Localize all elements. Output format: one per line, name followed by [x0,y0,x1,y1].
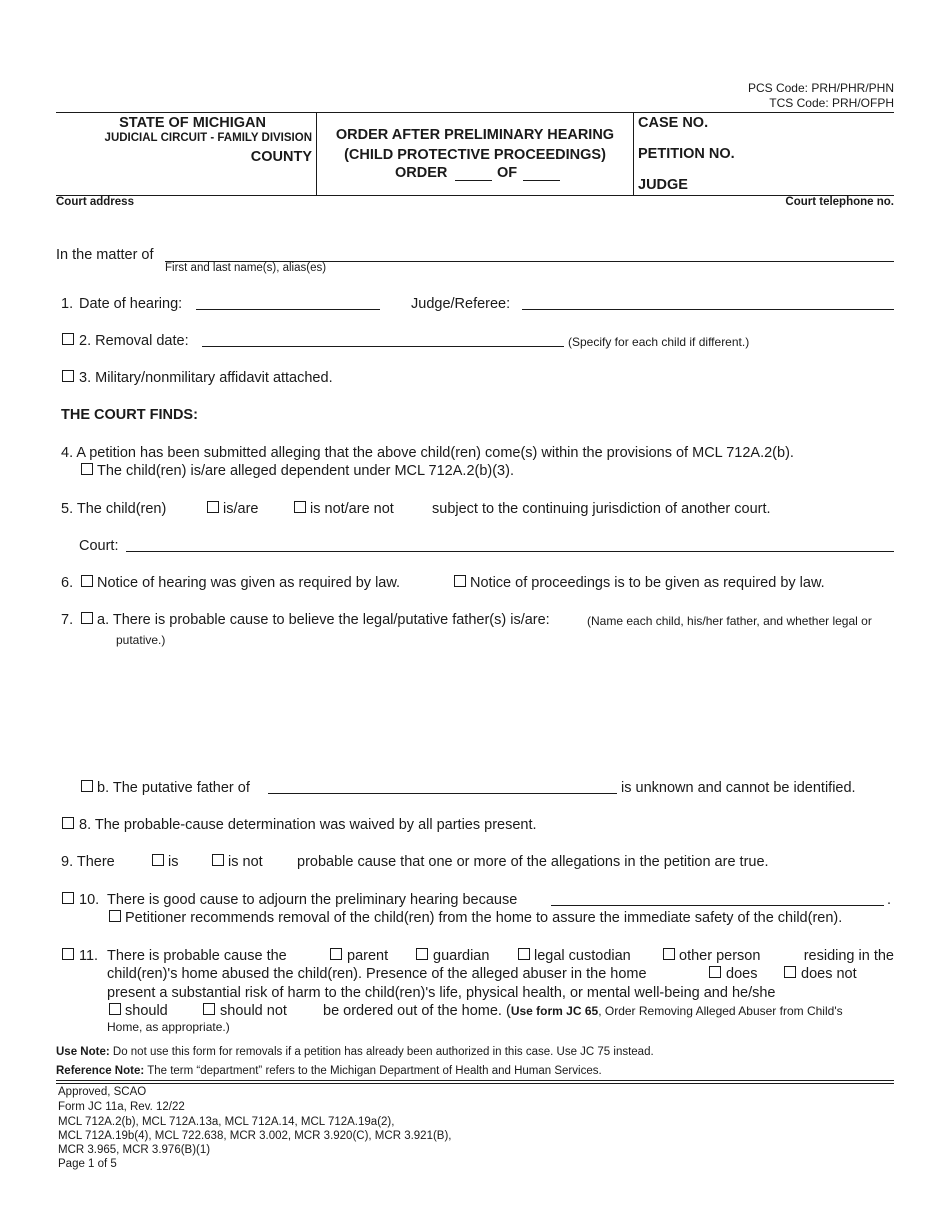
use-note [56,1046,654,1058]
removal-date-checkbox[interactable] [62,333,74,345]
risk-doesnot-label: does not [801,966,857,982]
court-telephone-label: Court telephone no. [785,196,894,208]
abuser-checkbox[interactable] [62,948,74,960]
court-field[interactable] [126,551,894,552]
abuser-label: There is probable cause the [107,948,287,964]
abuser-guardian-checkbox[interactable] [416,948,428,960]
should-label: should [125,1003,168,1019]
county-label: COUNTY [250,149,312,165]
jurisdiction-isnot-checkbox[interactable] [294,501,306,513]
probable-cause-tail: probable cause that one or more of the allegations in the petition are true. [297,854,769,870]
item11-number: 11. [79,948,99,964]
adjourn-label: There is good cause to adjourn the preliminary hearing because [107,892,518,908]
abuser-line3: present a substantial risk of harm to the child(ren)'s life, physical health, or mental well-being and he/she [107,985,776,1001]
risk-doesnot-checkbox[interactable] [784,966,796,978]
of-label: OF [497,165,518,181]
waived-label: 8. The probable-cause determination was waived by all parties present. [79,817,537,833]
probable-cause-father-note: (Name each child, his/her father, and whether legal or [587,614,872,628]
putative-father-child-field[interactable] [268,793,617,794]
use-form-tail: , Order Removing Alleged Abuser from Child's [598,1004,843,1018]
matter-sublabel: First and last name(s), alias(es) [165,262,327,274]
abuser-other-label: other person [679,948,761,964]
adjourn-period: . [887,892,892,908]
circuit-label: JUDICIAL CIRCUIT - FAMILY DIVISION [104,132,312,144]
abuser-line2: child(ren)'s home abused the child(ren). Presence of the alleged abuser in the home [107,966,647,982]
abuser-parent-label: parent [347,948,389,964]
tcs-code: TCS Code: PRH/OFPH [769,96,894,110]
footer-citations-3: MCR 3.965, MCR 3.976(B)(1) [58,1144,211,1156]
removal-date-field[interactable] [202,346,564,347]
use-note-text: Do not use this form for removals if a petition has already been authorized in this case. Use JC 75 instead. [112,1046,654,1058]
abuser-line5: Home, as appropriate.) [107,1020,230,1034]
abuser-custodian-checkbox[interactable] [518,948,530,960]
order-number-field[interactable] [455,180,492,181]
judge-referee-label: Judge/Referee: [411,296,511,312]
abuser-parent-checkbox[interactable] [330,948,342,960]
risk-does-checkbox[interactable] [709,966,721,978]
probable-cause-is-label: is [168,854,179,870]
reference-note-text: The term “department” refers to the Michigan Department of Health and Human Services. [147,1065,602,1077]
footer-citations-1: MCL 712A.2(b), MCL 712A.13a, MCL 712A.14, MCL 712A.19a(2), [58,1116,395,1128]
petitioner-recommends-label: Petitioner recommends removal of the child(ren) from the home to assure the immediate safety of the child(ren). [125,910,843,926]
reference-note-label: Reference Note: [56,1065,145,1077]
adjourn-checkbox[interactable] [62,892,74,904]
order-total-field[interactable] [523,180,560,181]
probable-cause-father-label: a. There is probable cause to believe the legal/putative father(s) is/are: [97,612,550,628]
item10-number: 10. [79,892,100,908]
header-top-rule [56,112,894,113]
probable-cause-isnot-checkbox[interactable] [212,854,224,866]
probable-cause-is-checkbox[interactable] [152,854,164,866]
putative-father-tail: is unknown and cannot be identified. [621,780,856,796]
abuser-other-checkbox[interactable] [663,948,675,960]
item6-number: 6. [61,575,74,591]
header-bottom-rule [56,195,894,196]
jurisdiction-isare-label: is/are [223,501,259,517]
notice-hearing-checkbox[interactable] [81,575,93,587]
dependent-label: The child(ren) is/are alleged dependent under MCL 712A.2(b)(3). [97,463,514,479]
ordered-out-label: be ordered out of the home. ( [323,1003,511,1019]
header-divider-right [633,112,634,195]
removal-date-note: (Specify for each child if different.) [568,335,750,349]
court-label: Court: [79,538,119,554]
judge-label: JUDGE [638,177,688,193]
item7-number: 7. [61,612,74,628]
abuser-custodian-label: legal custodian [534,948,631,964]
abuser-residing-label: residing in the [803,948,894,964]
should-not-label: should not [220,1003,287,1019]
adjourn-reason-field[interactable] [551,905,884,906]
order-label: ORDER [395,165,448,181]
item5-text: 5. The child(ren) [61,501,167,517]
matter-label: In the matter of [56,247,154,263]
notice-proceedings-label: Notice of proceedings is to be given as required by law. [470,575,825,591]
footer-rule-1 [56,1080,894,1081]
judge-referee-field[interactable] [522,309,894,310]
court-finds-heading: THE COURT FINDS: [61,407,198,423]
state-name: STATE OF MICHIGAN [119,115,266,131]
affidavit-label: 3. Military/nonmilitary affidavit attached. [79,370,333,386]
footer-citations-2: MCL 712A.19b(4), MCL 722.638, MCR 3.002, MCR 3.920(C), MCR 3.921(B), [58,1130,452,1142]
jurisdiction-isare-checkbox[interactable] [207,501,219,513]
abuser-guardian-label: guardian [433,948,490,964]
jurisdiction-isnot-label: is not/are not [310,501,394,517]
form-subtitle: (CHILD PROTECTIVE PROCEEDINGS) [344,147,606,163]
date-of-hearing-label: Date of hearing: [79,296,183,312]
ordered-out-text [323,1003,843,1019]
affidavit-checkbox[interactable] [62,370,74,382]
petitioner-recommends-checkbox[interactable] [109,910,121,922]
putative-father-label: b. The putative father of [97,780,250,796]
notice-proceedings-checkbox[interactable] [454,575,466,587]
reference-note [56,1065,602,1077]
use-form-jc65: Use form JC 65 [510,1004,599,1018]
footer-rule-2 [56,1083,894,1084]
waived-checkbox[interactable] [62,817,74,829]
putative-father-checkbox[interactable] [81,780,93,792]
court-address-label: Court address [56,196,134,208]
footer-form-id: Form JC 11a, Rev. 12/22 [58,1101,185,1113]
probable-cause-father-note-cont: putative.) [116,633,166,647]
use-note-label: Use Note: [56,1046,110,1058]
case-no-label: CASE NO. [638,115,709,131]
page-number: Page 1 of 5 [58,1158,117,1170]
petition-no-label: PETITION NO. [638,146,735,162]
probable-cause-isnot-label: is not [228,854,263,870]
risk-does-label: does [726,966,758,982]
dependent-checkbox[interactable] [81,463,93,475]
footer-approved: Approved, SCAO [58,1086,147,1098]
pcs-code: PCS Code: PRH/PHR/PHN [747,81,894,95]
notice-hearing-label: Notice of hearing was given as required by law. [97,575,401,591]
date-of-hearing-field[interactable] [196,309,380,310]
item1-number: 1. [61,296,74,312]
probable-cause-father-checkbox[interactable] [81,612,93,624]
item9-text: 9. There [61,854,115,870]
form-title: ORDER AFTER PRELIMINARY HEARING [335,127,615,143]
jurisdiction-tail: subject to the continuing jurisdiction of another court. [432,501,771,517]
item4-text: 4. A petition has been submitted alleging that the above child(ren) come(s) within the provisions of MCL 712A.2(b). [61,445,794,461]
should-checkbox[interactable] [109,1003,121,1015]
removal-date-label: 2. Removal date: [79,333,189,349]
should-not-checkbox[interactable] [203,1003,215,1015]
